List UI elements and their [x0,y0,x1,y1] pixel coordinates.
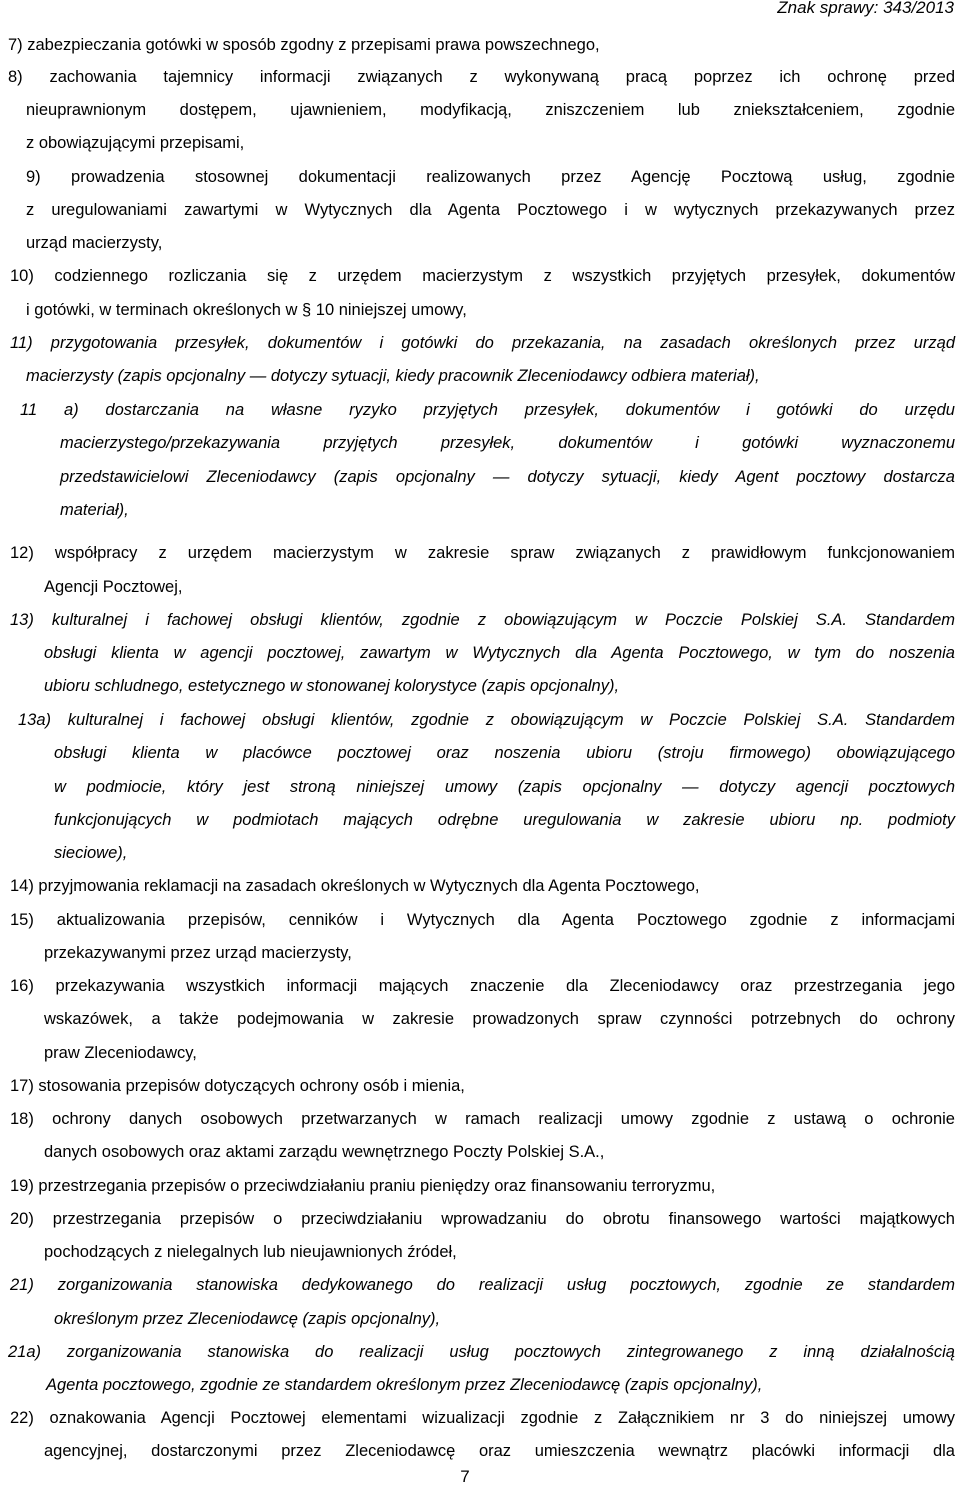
text-line: macierzystego/przekazywania przyjętych przesyłek, dokumentów i gotówki wyznaczonemu [60,434,955,452]
text-line: obsługi klienta w agencji pocztowej, zawartym w Wytycznych dla Agenta Pocztowego, w tym do noszenia [44,644,955,662]
text-line: 15) aktualizowania przepisów, cenników i Wytycznych dla Agenta Pocztowego zgodnie z informacjami [10,911,955,929]
text-line: nieuprawnionym dostępem, ujawnieniem, modyfikacją, zniszczeniem lub zniekształceniem, zgodnie [26,101,955,119]
text-line: urząd macierzysty, [26,234,163,252]
text-line: 10) codziennego rozliczania się z urzędem macierzystym z wszystkich przyjętych przesyłek, dokumentów [10,267,955,285]
text-line: 8) zachowania tajemnicy informacji związanych z wykonywaną pracą poprzez ich ochronę przed [8,68,955,86]
text-line: z obowiązującymi przepisami, [26,134,245,152]
text-line: 16) przekazywania wszystkich informacji mających znaczenie dla Zleceniodawcy oraz przestrzegania jego [10,977,955,995]
text-line: 12) współpracy z urzędem macierzystym w zakresie spraw związanych z prawidłowym funkcjonowaniem [10,544,955,562]
text-line: 18) ochrony danych osobowych przetwarzanych w ramach realizacji umowy zgodnie z ustawą o ochronie [10,1110,955,1128]
text-line: 19) przestrzegania przepisów o przeciwdziałaniu praniu pieniędzy oraz finansowaniu terroryzmu, [10,1177,716,1195]
text-line: pochodzących z nielegalnych lub nieujawnionych źródeł, [44,1243,457,1261]
text-line: w podmiocie, który jest stroną niniejszej umowy (zapis opcjonalny — dotyczy agencji pocztowych [54,778,955,796]
text-line: 21a) zorganizowania stanowiska do realizacji usług pocztowych zintegrowanego z inną działalnością [8,1343,955,1361]
text-line: 13) kulturalnej i fachowej obsługi klientów, zgodnie z obowiązującym w Poczcie Polskiej S.A. Standardem [10,611,955,629]
text-line: ubioru schludnego, estetycznego w stonowanej kolorystyce (zapis opcjonalny), [44,677,620,695]
text-line: 17) stosowania przepisów dotyczących ochrony osób i mienia, [10,1077,465,1095]
text-line: 11) przygotowania przesyłek, dokumentów i gotówki do przekazania, na zasadach określonych przez urząd [10,334,955,352]
text-line: 14) przyjmowania reklamacji na zasadach określonych w Wytycznych dla Agenta Pocztowego, [10,877,700,895]
case-number-header: Znak sprawy: 343/2013 [777,0,954,17]
text-line: funkcjonujących w podmiotach mających odrębne uregulowania w zakresie ubioru np. podmioty [54,811,955,829]
text-line: Agenta pocztowego, zgodnie ze standardem określonym przez Zleceniodawcę (zapis opcjonalny), [46,1376,763,1394]
text-line: przekazywanymi przez urząd macierzysty, [44,944,352,962]
text-line: sieciowe), [54,844,128,862]
text-line: i gotówki, w terminach określonych w § 10 niniejszej umowy, [26,301,467,319]
page-number: 7 [460,1467,470,1486]
text-line: Agencji Pocztowej, [44,578,183,596]
text-line: 7) zabezpieczania gotówki w sposób zgodny z przepisami prawa powszechnego, [8,36,600,54]
text-line: danych osobowych oraz aktami zarządu wewnętrznego Poczty Polskiej S.A., [44,1143,605,1161]
text-line: przedstawicielowi Zleceniodawcy (zapis opcjonalny — dotyczy sytuacji, kiedy Agent pocztowy dostarcza [60,468,955,486]
text-line: macierzysty (zapis opcjonalny — dotyczy sytuacji, kiedy pracownik Zleceniodawcy odbiera materiał), [26,367,760,385]
text-line: 22) oznakowania Agencji Pocztowej elementami wizualizacji zgodnie z Załącznikiem nr 3 do niniejszej umowy [10,1409,955,1427]
text-line: 21) zorganizowania stanowiska dedykowanego do realizacji usług pocztowych, zgodnie ze standardem [10,1276,955,1294]
text-line: 9) prowadzenia stosownej dokumentacji realizowanych przez Agencję Pocztową usług, zgodnie [26,168,955,186]
text-line: agencyjnej, dostarczonymi przez Zleceniodawcę oraz umieszczenia wewnątrz placówki informacji dla [44,1442,955,1460]
text-line: obsługi klienta w placówce pocztowej oraz noszenia ubioru (stroju firmowego) obowiązującego [54,744,955,762]
text-line: z uregulowaniami zawartymi w Wytycznych dla Agenta Pocztowego i w wytycznych przekazywanych przez [26,201,955,219]
text-line: praw Zleceniodawcy, [44,1044,197,1062]
text-line: 20) przestrzegania przepisów o przeciwdziałaniu wprowadzaniu do obrotu finansowego wartości majątkowych [10,1210,955,1228]
text-line: materiał), [60,501,129,519]
text-line: 11 a) dostarczania na własne ryzyko przyjętych przesyłek, dokumentów i gotówki do urzędu [20,401,955,419]
text-line: 13a) kulturalnej i fachowej obsługi klientów, zgodnie z obowiązującym w Poczcie Polskiej S.A. Standardem [18,711,955,729]
text-line: określonym przez Zleceniodawcę (zapis opcjonalny), [54,1310,441,1328]
text-line: wskazówek, a także podejmowania w zakresie prowadzonych spraw czynności potrzebnych do ochrony [44,1010,955,1028]
